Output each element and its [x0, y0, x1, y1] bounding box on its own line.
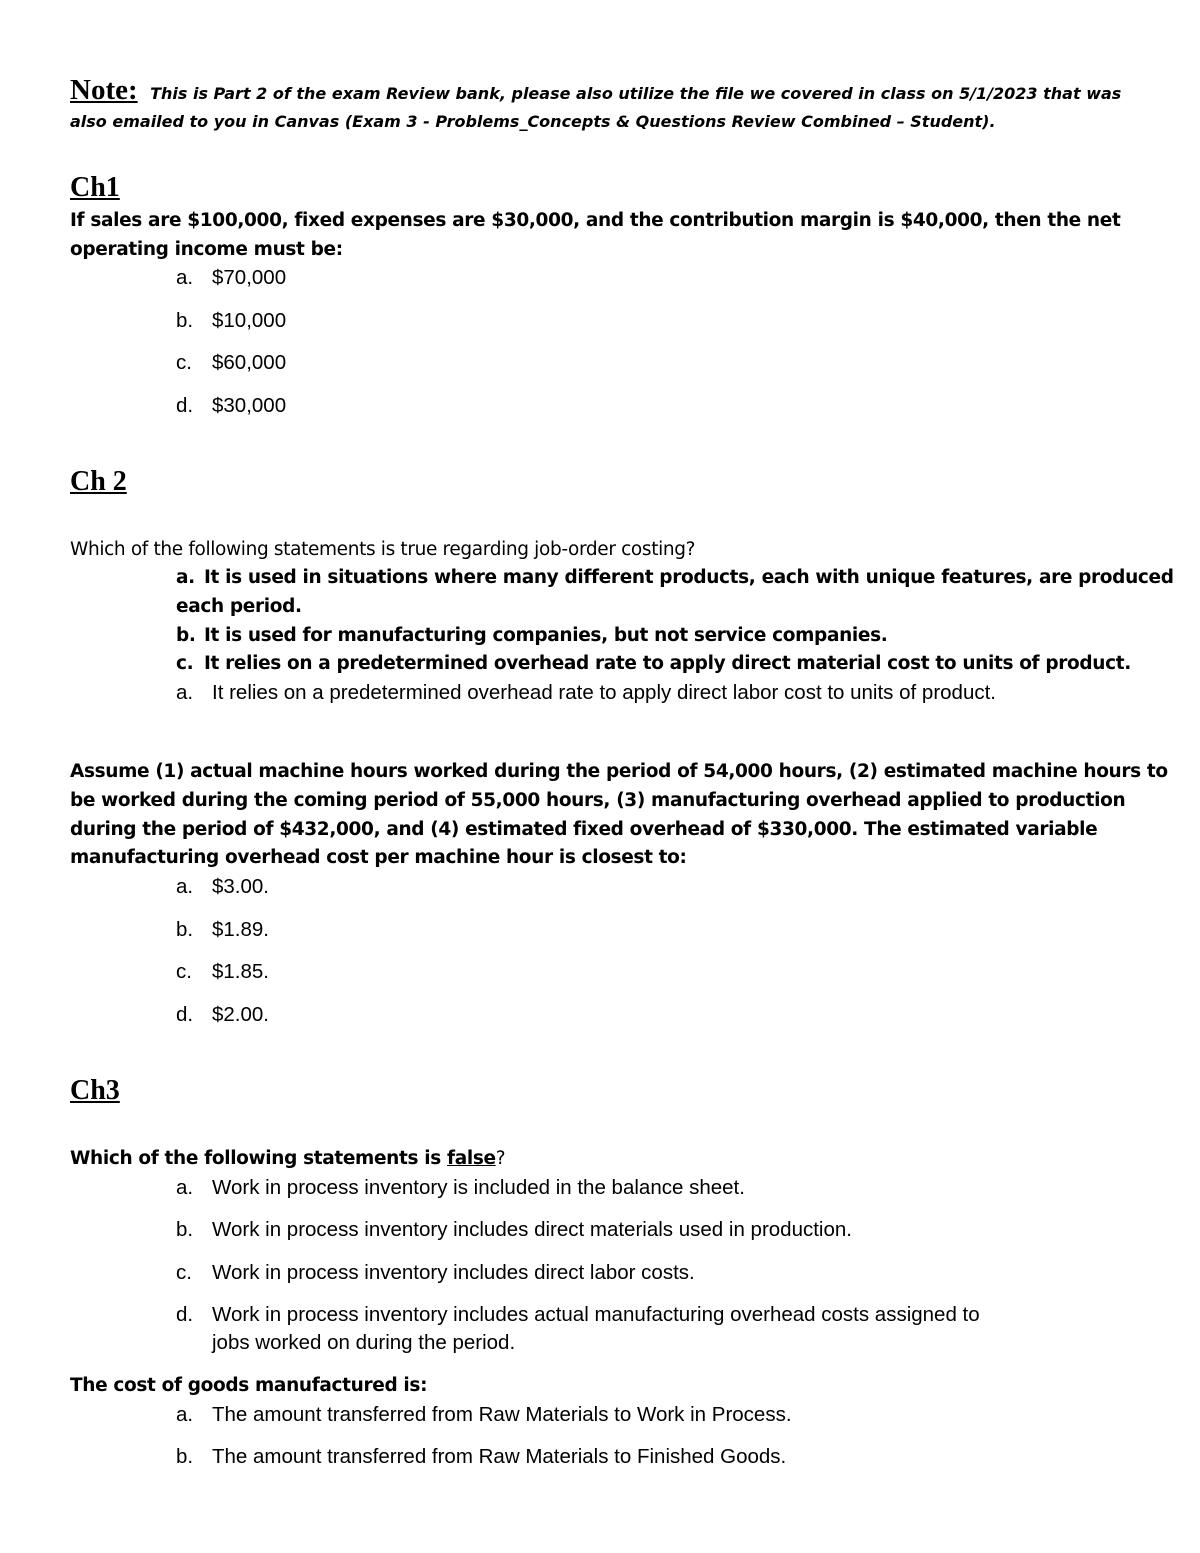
- ch2-question-1: Which of the following statements is true regarding job-order costing?: [70, 539, 696, 560]
- ch3-question-2: The cost of goods manufactured is:: [70, 1375, 428, 1396]
- ch1-q1-option-b: b. $10,000: [176, 309, 287, 332]
- chapter-1-heading: Ch1: [70, 172, 120, 203]
- ch2-question-2-line-2: be worked during the coming period of 55,000 hours, (3) manufacturing overhead applied to production: [70, 790, 1126, 811]
- ch3-q2-option-a: a. The amount transferred from Raw Materials to Work in Process.: [176, 1403, 792, 1426]
- ch2-q2-option-c: c. $1.85.: [176, 960, 269, 983]
- ch1-q1-option-c: c. $60,000: [176, 351, 287, 374]
- false-emphasis: false: [447, 1148, 496, 1169]
- ch2-q2-option-b: b. $1.89.: [176, 918, 269, 941]
- ch3-q1-option-a: a. Work in process inventory is included in the balance sheet.: [176, 1176, 745, 1199]
- ch3-q1-option-c: c. Work in process inventory includes direct labor costs.: [176, 1261, 695, 1284]
- ch3-q1-option-d-cont: jobs worked on during the period.: [212, 1331, 516, 1354]
- ch2-question-2-line-4: manufacturing overhead cost per machine hour is closest to:: [70, 847, 687, 868]
- ch1-question-1-line-2: operating income must be:: [70, 239, 343, 260]
- ch3-q2-option-b: b. The amount transferred from Raw Materials to Finished Goods.: [176, 1445, 787, 1468]
- ch2-q2-option-d: d. $2.00.: [176, 1003, 269, 1026]
- ch2-question-2-line-1: Assume (1) actual machine hours worked during the period of 54,000 hours, (2) estimated machine hours to: [70, 761, 1168, 782]
- chapter-3-heading: Ch3: [70, 1075, 120, 1106]
- ch2-q1-option-d: a. It relies on a predetermined overhead rate to apply direct labor cost to units of product.: [176, 681, 996, 704]
- ch2-q1-option-c: c. It relies on a predetermined overhead rate to apply direct material cost to units of product.: [176, 653, 1131, 674]
- ch2-q1-option-b: b. It is used for manufacturing companies, but not service companies.: [176, 625, 888, 646]
- note-text-1: This is Part 2 of the exam Review bank, please also utilize the file we covered in class on 5/1/2023 that was: [150, 84, 1122, 103]
- ch3-q1-option-d: d. Work in process inventory includes actual manufacturing overhead costs assigned to: [176, 1303, 980, 1326]
- ch2-question-2-line-3: during the period of $432,000, and (4) estimated fixed overhead of $330,000. The estimated variable: [70, 819, 1098, 840]
- ch2-q1-option-a-cont: each period.: [176, 596, 302, 617]
- ch1-q1-option-d: d. $30,000: [176, 394, 287, 417]
- ch1-question-1-line-1: If sales are $100,000, fixed expenses are $30,000, and the contribution margin is $40,000, then the net: [70, 210, 1121, 231]
- note-heading: Note:: [70, 74, 138, 106]
- ch2-q2-option-a: a. $3.00.: [176, 875, 269, 898]
- note-text-2: also emailed to you in Canvas (Exam 3 - Problems_Concepts & Questions Review Combined – Student).: [70, 112, 996, 131]
- ch3-question-1: Which of the following statements is false?: [70, 1148, 506, 1169]
- chapter-2-heading: Ch 2: [70, 466, 127, 497]
- ch3-q1-option-b: b. Work in process inventory includes direct materials used in production.: [176, 1218, 852, 1241]
- ch1-q1-option-a: a. $70,000: [176, 266, 287, 289]
- note-line-1: [70, 74, 1121, 107]
- ch2-q1-option-a: a. It is used in situations where many different products, each with unique features, are produced: [176, 567, 1174, 588]
